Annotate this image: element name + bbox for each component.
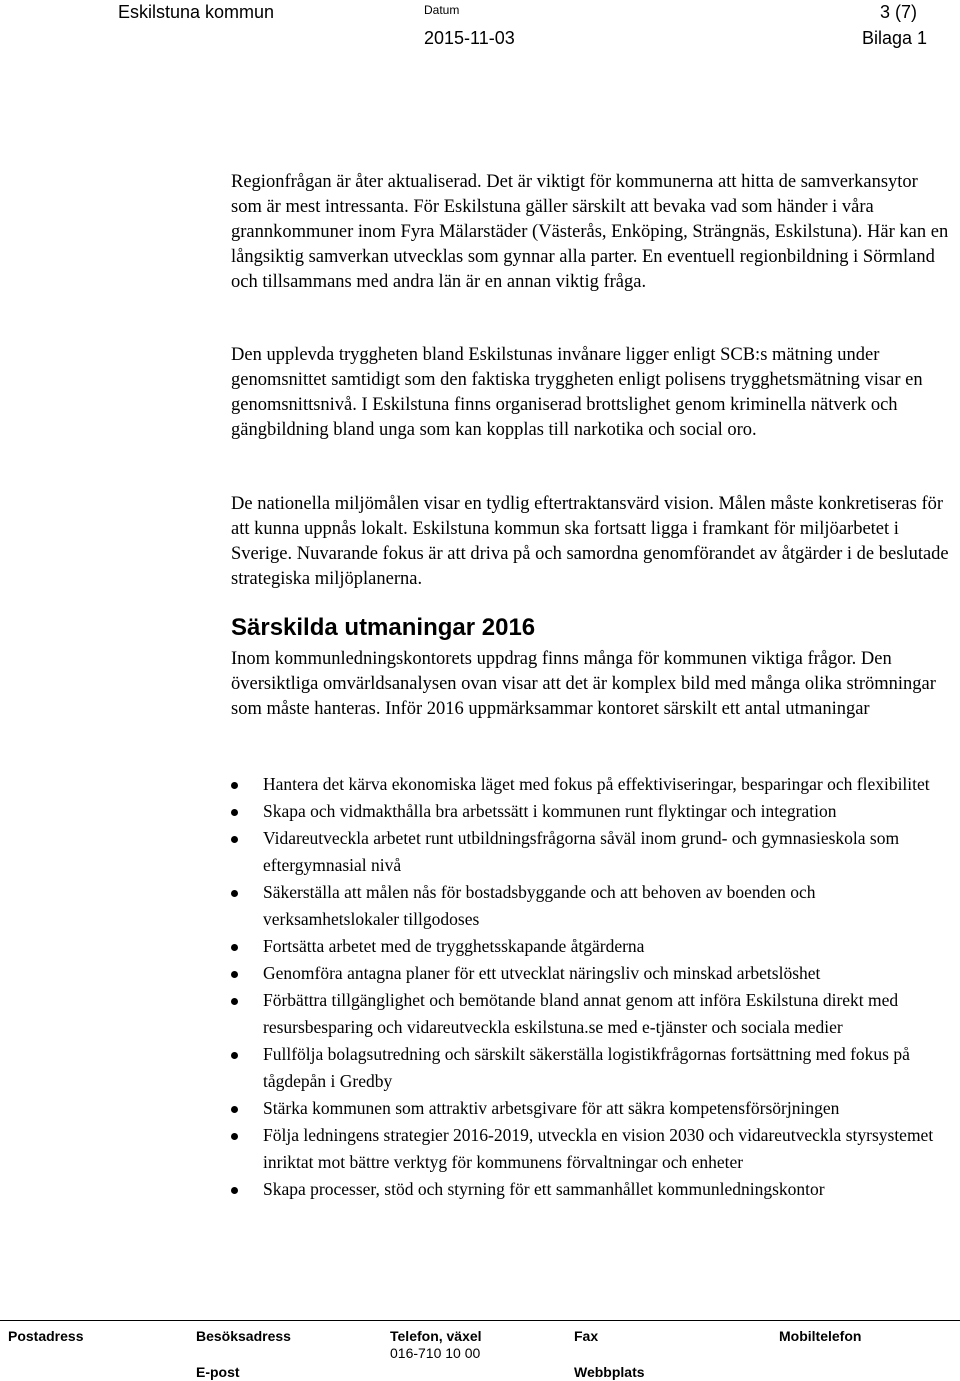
footer-web-label: Webbplats [574, 1364, 645, 1380]
page-number: 3 (7) [880, 2, 918, 22]
list-item: Fortsätta arbetet med de trygghetsskapande åtgärderna [231, 933, 953, 960]
bullet-icon [231, 1133, 238, 1140]
list-item: Förbättra tillgänglighet och bemötande bland annat genom att införa Eskilstuna direkt med resursbesparing och vidareutveckla eskilstuna.se med e-tjänster och sociala medier [231, 987, 953, 1041]
date-label: Datum [424, 3, 460, 17]
bullet-icon [231, 971, 238, 978]
section-intro: Inom kommunledningskontorets uppdrag finns många för kommunen viktiga frågor. Den översiktliga omvärldsanalysen ovan visar att det är komplex bild med många olika strömningar som måste hanteras. Inför 2016 uppmärksammar kontoret särskilt ett antal utmaningar [231, 649, 936, 719]
bullet-icon [231, 782, 238, 789]
attachment-label: Bilaga 1 [862, 28, 928, 48]
paragraph-region: Regionfrågan är åter aktualiserad. Det är viktigt för kommunerna att hitta de samverkansytor som är mest intressanta. För Eskilstuna gäller särskilt att bevaka vad som händer i våra grannkommuner inom Fyra Mälarstäder (Västerås, Enköping, Strängnäs, Eskilstuna). Här kan en långsiktig samverkan utvecklas som gynnar alla parter. En eventuell regionbildning i Sörmland och tillsammans med andra län är en annan viktig fråga. [231, 172, 949, 292]
list-item: Hantera det kärva ekonomiska läget med fokus på effektiviseringar, besparingar och flexibilitet [231, 771, 953, 798]
bullet-icon [231, 836, 238, 843]
bullet-icon [231, 1106, 238, 1113]
list-item: Stärka kommunen som attraktiv arbetsgivare för att säkra kompetensförsörjningen [231, 1095, 953, 1122]
paragraph-safety: Den upplevda tryggheten bland Eskilstunas invånare ligger enligt SCB:s mätning under genomsnittet samtidigt som den faktiska tryggheten enligt polisens trygghetsmätning visar en genomsnittsnivå. I Eskilstuna finns organiserad brottslighet genom kriminella nätverk och gängbildning bland unga som kan kopplas till narkotika och social oro. [231, 345, 923, 440]
list-item: Fullfölja bolagsutredning och särskilt säkerställa logistikfrågornas fortsättning med fokus på tågdepån i Gredby [231, 1041, 953, 1095]
bullet-icon [231, 1187, 238, 1194]
document-date: 2015-11-03 [424, 28, 515, 48]
list-item: Skapa processer, stöd och styrning för ett sammanhållet kommunledningskontor [231, 1176, 953, 1203]
footer-phone-label: Telefon, växel [390, 1328, 482, 1344]
bullet-icon [231, 944, 238, 951]
list-item: Vidareutveckla arbetet runt utbildningsfrågorna såväl inom grund- och gymnasieskola som eftergymnasial nivå [231, 825, 953, 879]
bullet-icon [231, 1052, 238, 1059]
list-item: Följa ledningens strategier 2016-2019, utveckla en vision 2030 och vidareutveckla styrsystemet inriktat mot bättre verktyg för kommunens förvaltningar och enheter [231, 1122, 953, 1176]
bullet-icon [231, 890, 238, 897]
footer-divider [0, 1320, 960, 1321]
bullet-icon [231, 809, 238, 816]
footer-visit-label: Besöksadress [196, 1328, 291, 1344]
list-item: Skapa och vidmakthålla bra arbetssätt i kommunen runt flyktingar och integration [231, 798, 953, 825]
bullet-icon [231, 998, 238, 1005]
section-heading: Särskilda utmaningar 2016 [231, 614, 536, 641]
footer-phone-value: 016-710 10 00 [390, 1345, 481, 1361]
list-item: Säkerställa att målen nås för bostadsbyggande och att behoven av boenden och verksamhetslokaler tillgodoses [231, 879, 953, 933]
footer-email-label: E-post [196, 1364, 240, 1380]
footer-mobile-label: Mobiltelefon [779, 1328, 862, 1344]
paragraph-environment: De nationella miljömålen visar en tydlig eftertraktansvärd vision. Målen måste konkretiseras för att kunna uppnås lokalt. Eskilstuna kommun ska fortsatt ligga i framkant för miljöarbetet i Sverige. Nuvarande fokus är att driva på och samordna genomförandet av åtgärder i de beslutade strategiska miljöplanerna. [231, 494, 949, 589]
list-item: Genomföra antagna planer för ett utvecklat näringsliv och minskad arbetslöshet [231, 960, 953, 987]
footer-fax-label: Fax [574, 1328, 599, 1344]
challenges-list [231, 771, 953, 1203]
footer-postal-label: Postadress [8, 1328, 84, 1344]
organization-name: Eskilstuna kommun [118, 2, 275, 22]
